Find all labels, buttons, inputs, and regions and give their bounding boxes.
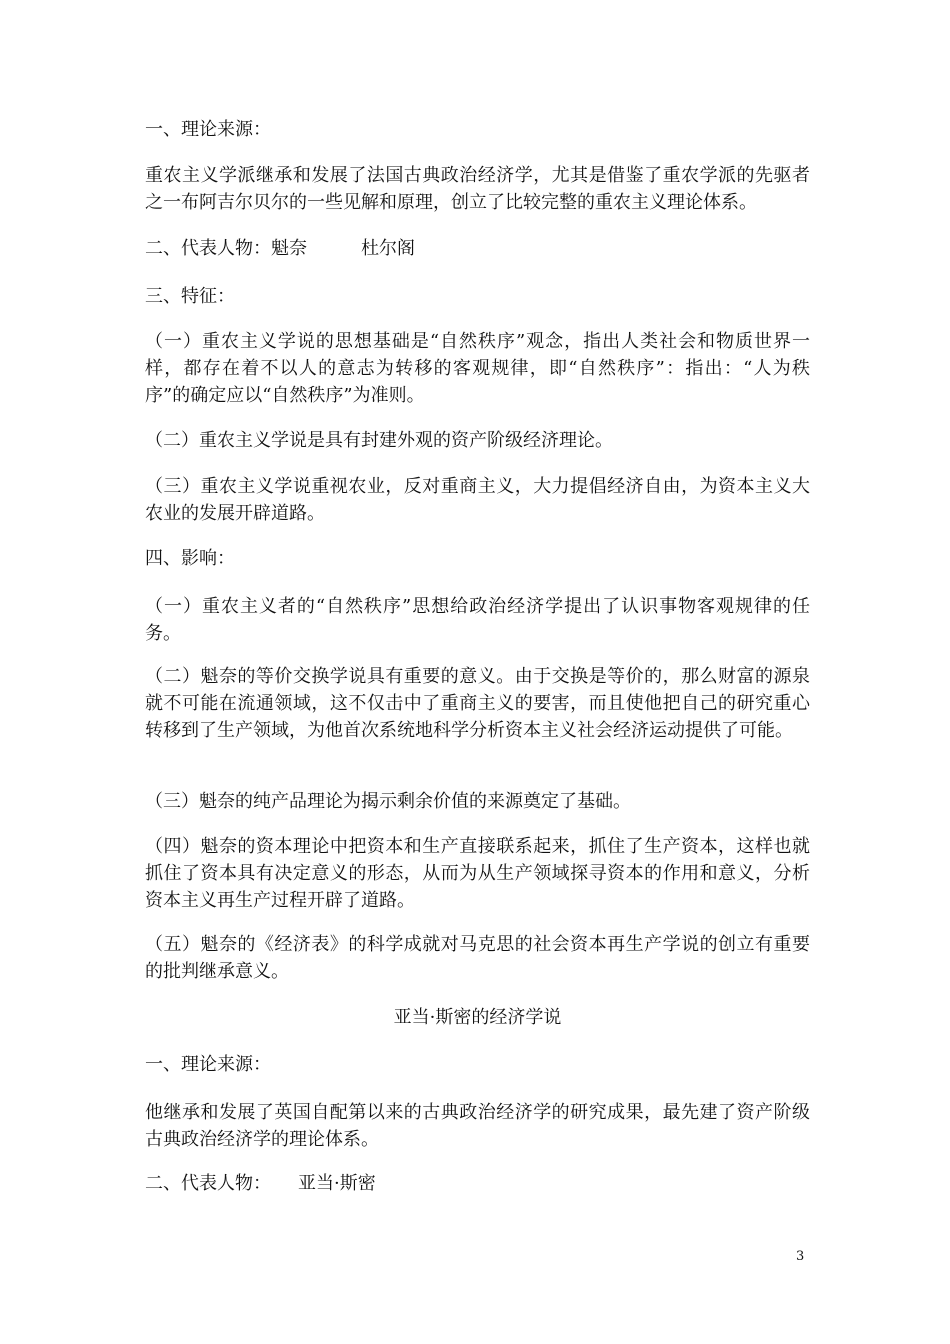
section-heading-theory-source-2: 一、理论来源： xyxy=(145,1054,271,1075)
section-heading-representatives-2: 二、代表人物： 亚当·斯密 xyxy=(145,1173,376,1194)
section-heading-representatives: 二、代表人物：魁奈 杜尔阁 xyxy=(145,238,415,259)
influence-item-5: （五）魁奈的《经济表》的科学成就对马克思的社会资本再生产学说的创立有重要的批判继承意义。 xyxy=(145,934,810,982)
paragraph-theory-source-2: 他继承和发展了英国自配第以来的古典政治经济学的研究成果，最先建了资产阶级古典政治经济学的理论体系。 xyxy=(145,1102,810,1150)
characteristic-item-3: （三）重农主义学说重视农业，反对重商主义，大力提倡经济自由，为资本主义大农业的发展开辟道路。 xyxy=(145,476,810,524)
characteristic-item-2: （二）重农主义学说是具有封建外观的资产阶级经济理论。 xyxy=(145,430,613,451)
influence-item-1: （一）重农主义者的“自然秩序”思想给政治经济学提出了认识事物客观规律的任务。 xyxy=(145,596,810,644)
section-heading-characteristics: 三、特征： xyxy=(145,286,235,307)
influence-item-4: （四）魁奈的资本理论中把资本和生产直接联系起来，抓住了生产资本，这样也就抓住了资本具有决定意义的形态，从而为从生产领域探寻资本的作用和意义，分析资本主义再生产过程开辟了道路。 xyxy=(145,836,810,911)
section-heading-theory-source: 一、理论来源： xyxy=(145,119,271,140)
paragraph-theory-source: 重农主义学派继承和发展了法国古典政治经济学，尤其是借鉴了重农学派的先驱者之一布阿吉尔贝尔的一些见解和原理，创立了比较完整的重农主义理论体系。 xyxy=(145,165,810,213)
section-heading-influence: 四、影响： xyxy=(145,548,235,569)
section-title-adam-smith: 亚当·斯密的经济学说 xyxy=(393,1007,562,1028)
influence-item-3: （三）魁奈的纯产品理论为揭示剩余价值的来源奠定了基础。 xyxy=(145,791,631,812)
influence-item-2: （二）魁奈的等价交换学说具有重要的意义。由于交换是等价的，那么财富的源泉就不可能在流通领域，这不仅击中了重商主义的要害，而且使他把自己的研究重心转移到了生产领域，为他首次系统地科学分析资本主义社会经济运动提供了可能。 xyxy=(145,666,810,741)
characteristic-item-1: （一）重农主义学说的思想基础是“自然秩序”观念，指出人类社会和物质世界一样，都存在着不以人的意志为转移的客观规律，即“自然秩序”：指出：“人为秩序”的确定应以“自然秩序”为准则。 xyxy=(145,331,810,406)
page-number: 3 xyxy=(796,1249,805,1264)
